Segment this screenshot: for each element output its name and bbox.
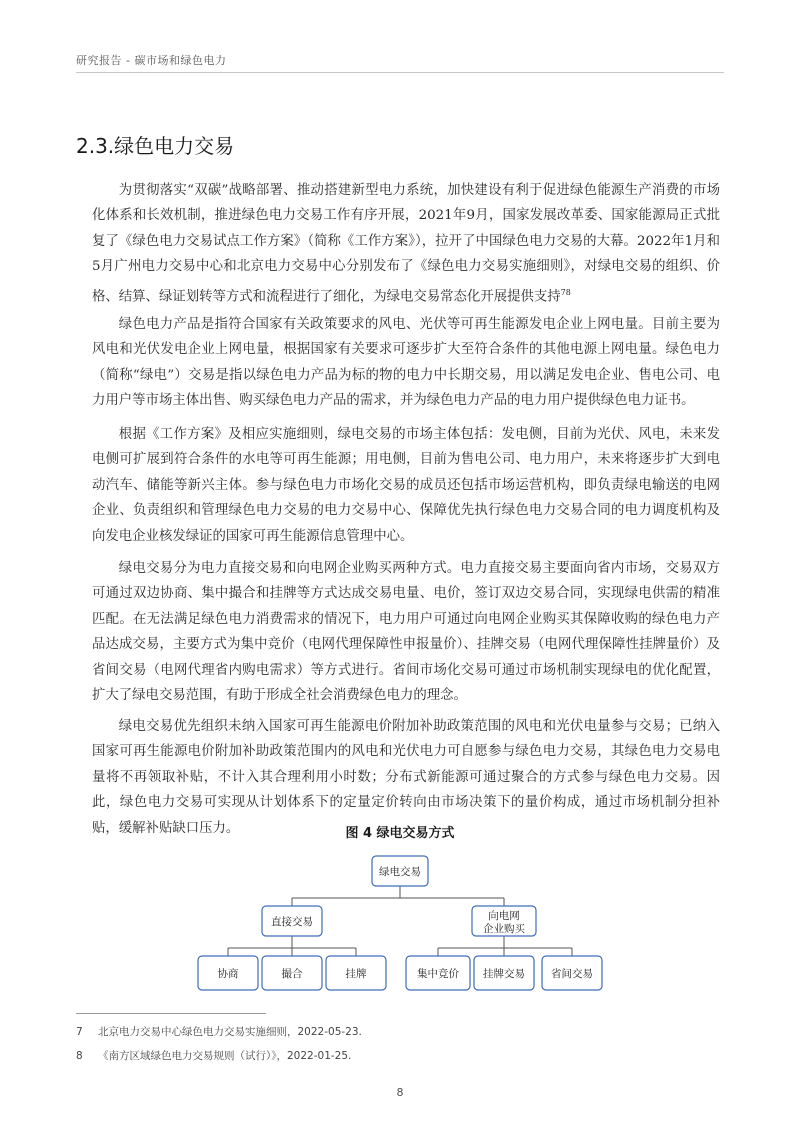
flowchart-diagram — [0, 846, 800, 1006]
paragraph-text: 为贯彻落实“双碳”战略部署、推动搭建新型电力系统，加快建设有利于促进绿色能源生产消费的市场化体系和长效机制，推进绿色电力交易工作有序开展，2021年9月，国家发展改革委、国家能源局正式批复了《绿色电力交易试点工作方案》（简称《工作方案》），拉开了中国绿色电力交易的大幕。2022年1月和5月广州电力交易中心和北京电力交易中心分别发布了《绿色电力交易实施细则》，对绿电交易的组织、价格、结算、绿证划转等方式和流程进行了细化，为绿电交易常态化开展提供支持 — [92, 183, 720, 305]
leaf-label-negotiation: 协商 — [217, 968, 239, 980]
footnote-text: 北京电力交易中心绿色电力交易实施细则，2022-05-23. — [98, 1026, 362, 1038]
leaf-label-interprovincial: 省间交易 — [551, 968, 593, 980]
leaf-label-listing: 挂牌 — [345, 968, 367, 980]
paragraph-3: 根据《工作方案》及相应实施细则，绿电交易的市场主体包括：发电侧，目前为光伏、风电，未来发电侧可扩展到符合条件的水电等可再生能源；用电侧，目前为售电公司、电力用户，未来将逐步扩大到电动汽车、储能等新兴主体。参与绿色电力市场化交易的成员还包括市场运营机构，即负责绿电输送的电网企业、负责组织和管理绿色电力交易的电力交易中心、保障优先执行绿色电力交易合同的电力调度机构及向发电企业核发绿证的国家可再生能源信息管理中心。 — [92, 427, 720, 544]
branch-label-direct: 直接交易 — [271, 916, 313, 928]
figure-title: 图 4 绿电交易方式 — [345, 826, 455, 841]
footnote-number: 7 — [76, 1026, 83, 1038]
running-header: 研究报告 - 碳市场和绿色电力 — [76, 54, 227, 67]
header-divider — [76, 72, 724, 73]
leaf-label-matching: 撮合 — [281, 968, 303, 980]
paragraph-1 — [92, 178, 720, 310]
leaf-label-centralized-bidding: 集中竞价 — [417, 968, 459, 980]
footnote-7 — [76, 1024, 362, 1039]
footnote-divider — [76, 1013, 266, 1014]
root-label: 绿电交易 — [379, 866, 421, 878]
section-title: 2.3.绿色电力交易 — [76, 134, 235, 158]
footnote-8 — [76, 1048, 351, 1063]
branch-label-grid-line2: 企业购买 — [483, 923, 525, 935]
paragraph-5: 绿电交易优先组织未纳入国家可再生能源电价附加补助政策范围的风电和光伏电量参与交易；已纳入国家可再生能源电价附加补助政策范围内的风电和光伏电力可自愿参与绿色电力交易，其绿色电力交易电量将不再领取补贴，不计入其合理利用小时数；分布式新能源可通过聚合的方式参与绿色电力交易。因此，绿色电力交易可实现从计划体系下的定量定价转向由市场决策下的量价构成，通过市场机制分担补贴，缓解补贴缺口压力。 — [92, 719, 720, 836]
branch-label-grid-line1: 向电网 — [488, 910, 520, 922]
paragraph-4: 绿电交易分为电力直接交易和向电网企业购买两种方式。电力直接交易主要面向省内市场，交易双方可通过双边协商、集中撮合和挂牌等方式达成交易电量、电价，签订双边交易合同，实现绿电供需的精准匹配。在无法满足绿色电力消费需求的情况下，电力用户可通过向电网企业购买其保障收购的绿色电力产品达成交易，主要方式为集中竞价（电网代理保障性申报量价）、挂牌交易（电网代理保障性挂牌量价）及省间交易（电网代理省内购电需求）等方式进行。省间市场化交易可通过市场机制实现绿电的优化配置，扩大了绿电交易范围，有助于形成全社会消费绿色电力的理念。 — [92, 561, 720, 704]
leaf-label-listing-trade: 挂牌交易 — [483, 968, 525, 980]
paragraph-2: 绿色电力产品是指符合国家有关政策要求的风电、光伏等可再生能源发电企业上网电量。目前主要为风电和光伏发电企业上网电量，根据国家有关要求可逐步扩大至符合条件的其他电源上网电量。绿色电力（简称“绿电”）交易是指以绿色电力产品为标的物的电力中长期交易，用以满足发电企业、售电公司、电力用户等市场主体出售、购买绿色电力产品的需求，并为绿色电力产品的电力用户提供绿色电力证书。 — [92, 317, 720, 409]
footnote-ref[interactable]: 78 — [560, 287, 571, 297]
footnote-text: 《南方区域绿色电力交易规则（试行）》，2022-01-25. — [98, 1050, 352, 1062]
footnote-number: 8 — [76, 1050, 83, 1062]
page-number: 8 — [396, 1086, 404, 1099]
